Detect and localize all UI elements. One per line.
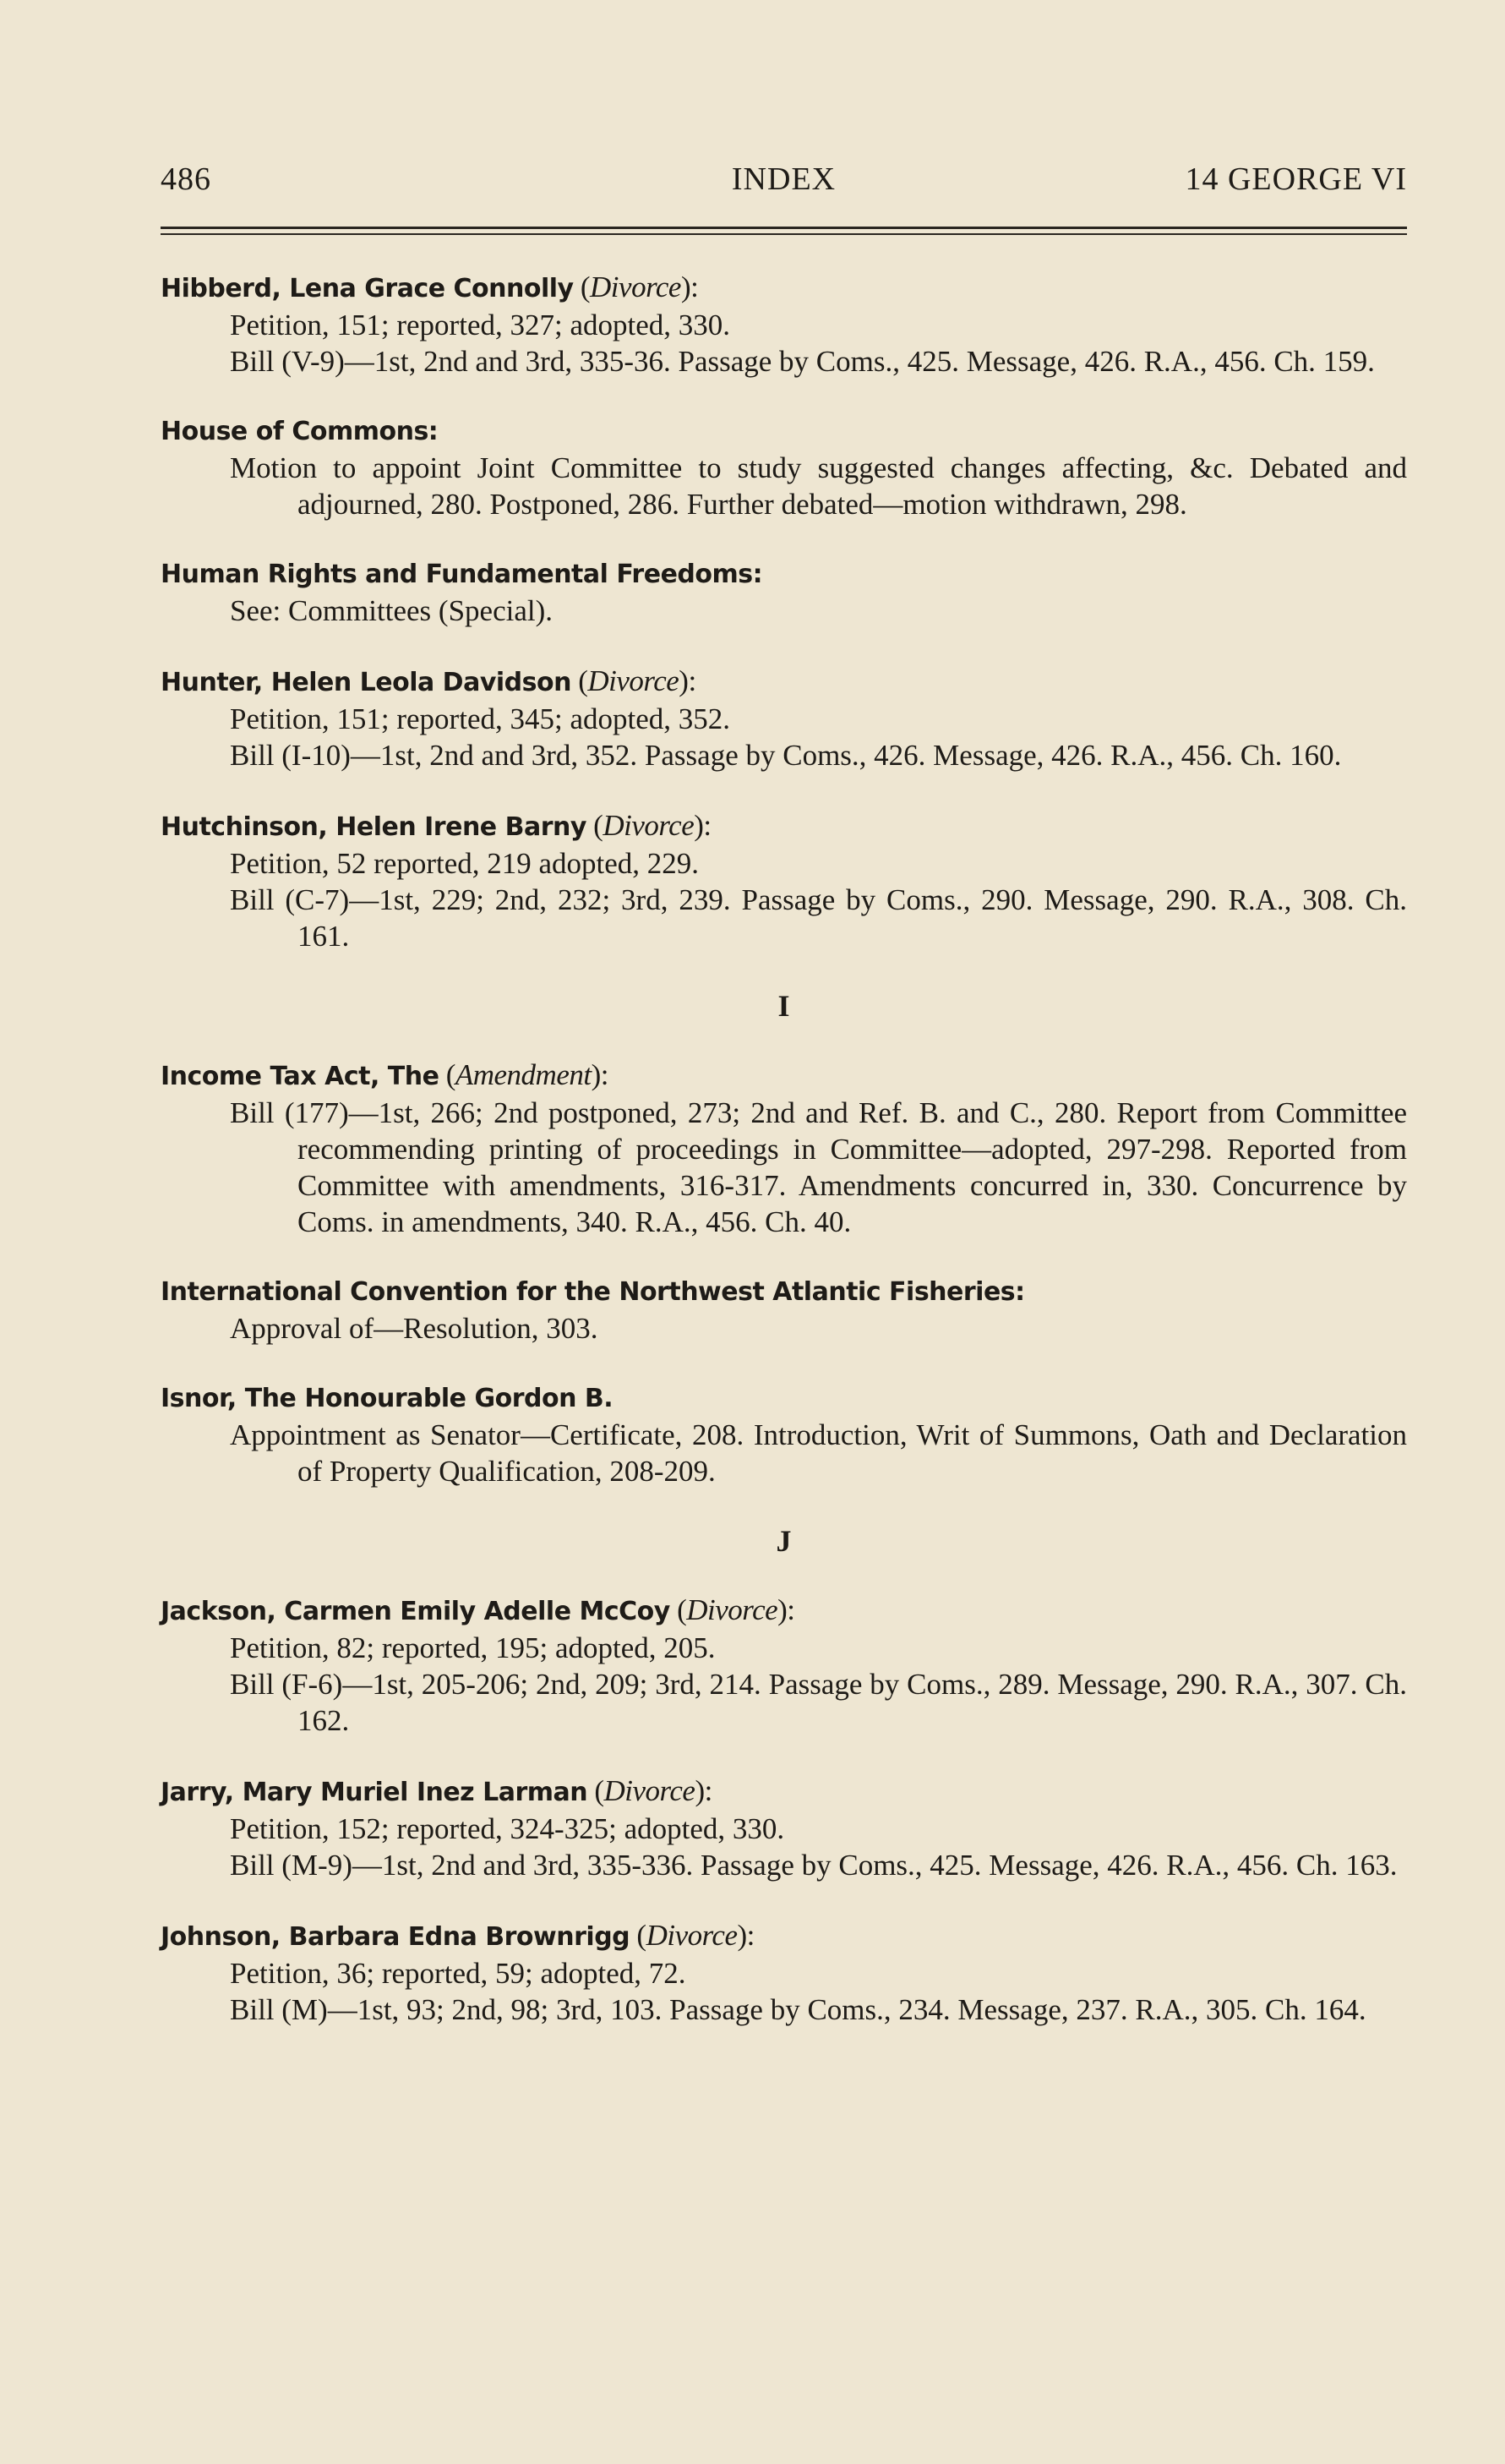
entry-heading xyxy=(161,1274,1407,1310)
entry-subline: Bill (F-6)—1st, 205-206; 2nd, 209; 3rd, 214. Passage by Coms., 289. Message, 290. R.A., 307. Ch. 162. xyxy=(230,1668,1407,1737)
index-entry xyxy=(161,663,1407,773)
entry-heading xyxy=(161,1773,1407,1811)
entry-note-text: Divorce xyxy=(646,1919,738,1952)
index-entry xyxy=(161,1380,1407,1489)
index-entry xyxy=(161,1773,1407,1883)
entry-note: (Divorce): xyxy=(669,1593,795,1626)
entry-subline: Petition, 52 reported, 219 adopted, 229. xyxy=(230,847,700,880)
entry-heading xyxy=(161,269,1407,307)
index-entry xyxy=(161,269,1407,380)
entry-subline: Motion to appoint Joint Committee to study suggested changes affecting, &c. Debated and adjourned, 280. Postponed, 286. Further debated—motion withdrawn, 298. xyxy=(230,451,1407,521)
entry-subline: Bill (V-9)—1st, 2nd and 3rd, 335-36. Passage by Coms., 425. Message, 426. R.A., 456. Ch. 159. xyxy=(230,345,1375,378)
header-rule-top xyxy=(161,227,1407,229)
entry-subline: Bill (M)—1st, 93; 2nd, 98; 3rd, 103. Passage by Coms., 234. Message, 237. R.A., 305. Ch. 164. xyxy=(230,1993,1366,2026)
entry-name: Hunter, Helen Leola Davidson xyxy=(161,668,571,697)
entry-name: House of Commons: xyxy=(161,417,439,446)
entry-name: Jarry, Mary Muriel Inez Larman xyxy=(161,1778,588,1807)
entry-subline: Petition, 152; reported, 324-325; adopted, 330. xyxy=(230,1812,785,1845)
entry-note-text: Divorce xyxy=(603,1774,695,1807)
entry-name: Johnson, Barbara Edna Brownrigg xyxy=(161,1922,630,1952)
entry-note: (Divorce): xyxy=(570,664,696,697)
section-letter: I xyxy=(777,989,790,1023)
index-entry xyxy=(161,413,1407,522)
entry-subline: Petition, 151; reported, 345; adopted, 352. xyxy=(230,702,730,735)
entry-subline: Petition, 82; reported, 195; adopted, 205. xyxy=(230,1631,716,1664)
index-entry xyxy=(161,1592,1407,1739)
entry-subline: Bill (M-9)—1st, 2nd and 3rd, 335-336. Passage by Coms., 425. Message, 426. R.A., 456. Ch. 163. xyxy=(230,1849,1398,1882)
header-rule-bottom xyxy=(161,233,1407,235)
index-entry xyxy=(161,807,1407,954)
entry-subline: Approval of—Resolution, 303. xyxy=(230,1312,598,1345)
running-head xyxy=(161,161,1407,203)
entry-name: Hibberd, Lena Grace Connolly xyxy=(161,274,574,303)
entry-note-text: Divorce xyxy=(590,270,681,303)
entry-subline: Petition, 151; reported, 327; adopted, 330. xyxy=(230,309,730,341)
page-title: INDEX xyxy=(731,161,837,197)
entry-note-text: Amendment xyxy=(455,1058,592,1091)
entry-note: (Divorce): xyxy=(586,809,712,842)
entry-heading xyxy=(161,1917,1407,1955)
index-entry xyxy=(161,1917,1407,2028)
entry-subline: Appointment as Senator—Certificate, 208. Introduction, Writ of Summons, Oath and Declaration of Property Qualification, 208-209. xyxy=(230,1418,1407,1488)
entry-note: (Divorce): xyxy=(587,1774,712,1807)
entry-note-text: Divorce xyxy=(603,809,695,842)
entry-note: (Divorce): xyxy=(630,1919,755,1952)
entry-heading xyxy=(161,663,1407,701)
entry-name: Human Rights and Fundamental Freedoms: xyxy=(161,560,763,589)
volume-label: 14 GEORGE VI xyxy=(1185,161,1407,197)
entry-name: Income Tax Act, The xyxy=(161,1062,439,1091)
entry-heading xyxy=(161,1380,1407,1417)
index-entry xyxy=(161,1057,1407,1240)
entry-subline: Bill (177)—1st, 266; 2nd postponed, 273; 2nd and Ref. B. and C., 280. Report from Committee recommending printing of proceedings in Committee—adopted, 297-298. Reported from Committee with amendments, 316-317. Amendments concurred in, 330. Concurrence by Coms. in amendments, 340. R.A., 456. Ch. 40. xyxy=(230,1096,1407,1238)
entry-note-text: Divorce xyxy=(686,1593,778,1626)
entry-subline: Bill (C-7)—1st, 229; 2nd, 232; 3rd, 239. Passage by Coms., 290. Message, 290. R.A., 308. Ch. 161. xyxy=(230,883,1407,953)
entry-note-text: Divorce xyxy=(587,664,679,697)
entry-note: (Divorce): xyxy=(573,270,699,303)
entry-heading xyxy=(161,807,1407,845)
index-entry xyxy=(161,1274,1407,1347)
entry-name: International Convention for the Northwest Atlantic Fisheries: xyxy=(161,1277,1025,1307)
section-letter: J xyxy=(776,1524,792,1558)
entry-heading xyxy=(161,556,1407,593)
index-entry xyxy=(161,556,1407,629)
entry-name: Hutchinson, Helen Irene Barny xyxy=(161,812,586,842)
entry-subline: See: Committees (Special). xyxy=(230,594,553,627)
entry-note: (Amendment): xyxy=(439,1058,608,1091)
entry-heading xyxy=(161,1592,1407,1630)
entry-name: Jackson, Carmen Emily Adelle McCoy xyxy=(161,1597,670,1626)
page-number: 486 xyxy=(161,161,211,197)
entry-subline: Petition, 36; reported, 59; adopted, 72. xyxy=(230,1957,686,1990)
index-content xyxy=(161,269,1407,2062)
entry-heading xyxy=(161,413,1407,450)
entry-subline: Bill (I-10)—1st, 2nd and 3rd, 352. Passage by Coms., 426. Message, 426. R.A., 456. Ch. 160. xyxy=(230,739,1342,772)
entry-name: Isnor, The Honourable Gordon B. xyxy=(161,1384,613,1413)
entry-heading xyxy=(161,1057,1407,1095)
